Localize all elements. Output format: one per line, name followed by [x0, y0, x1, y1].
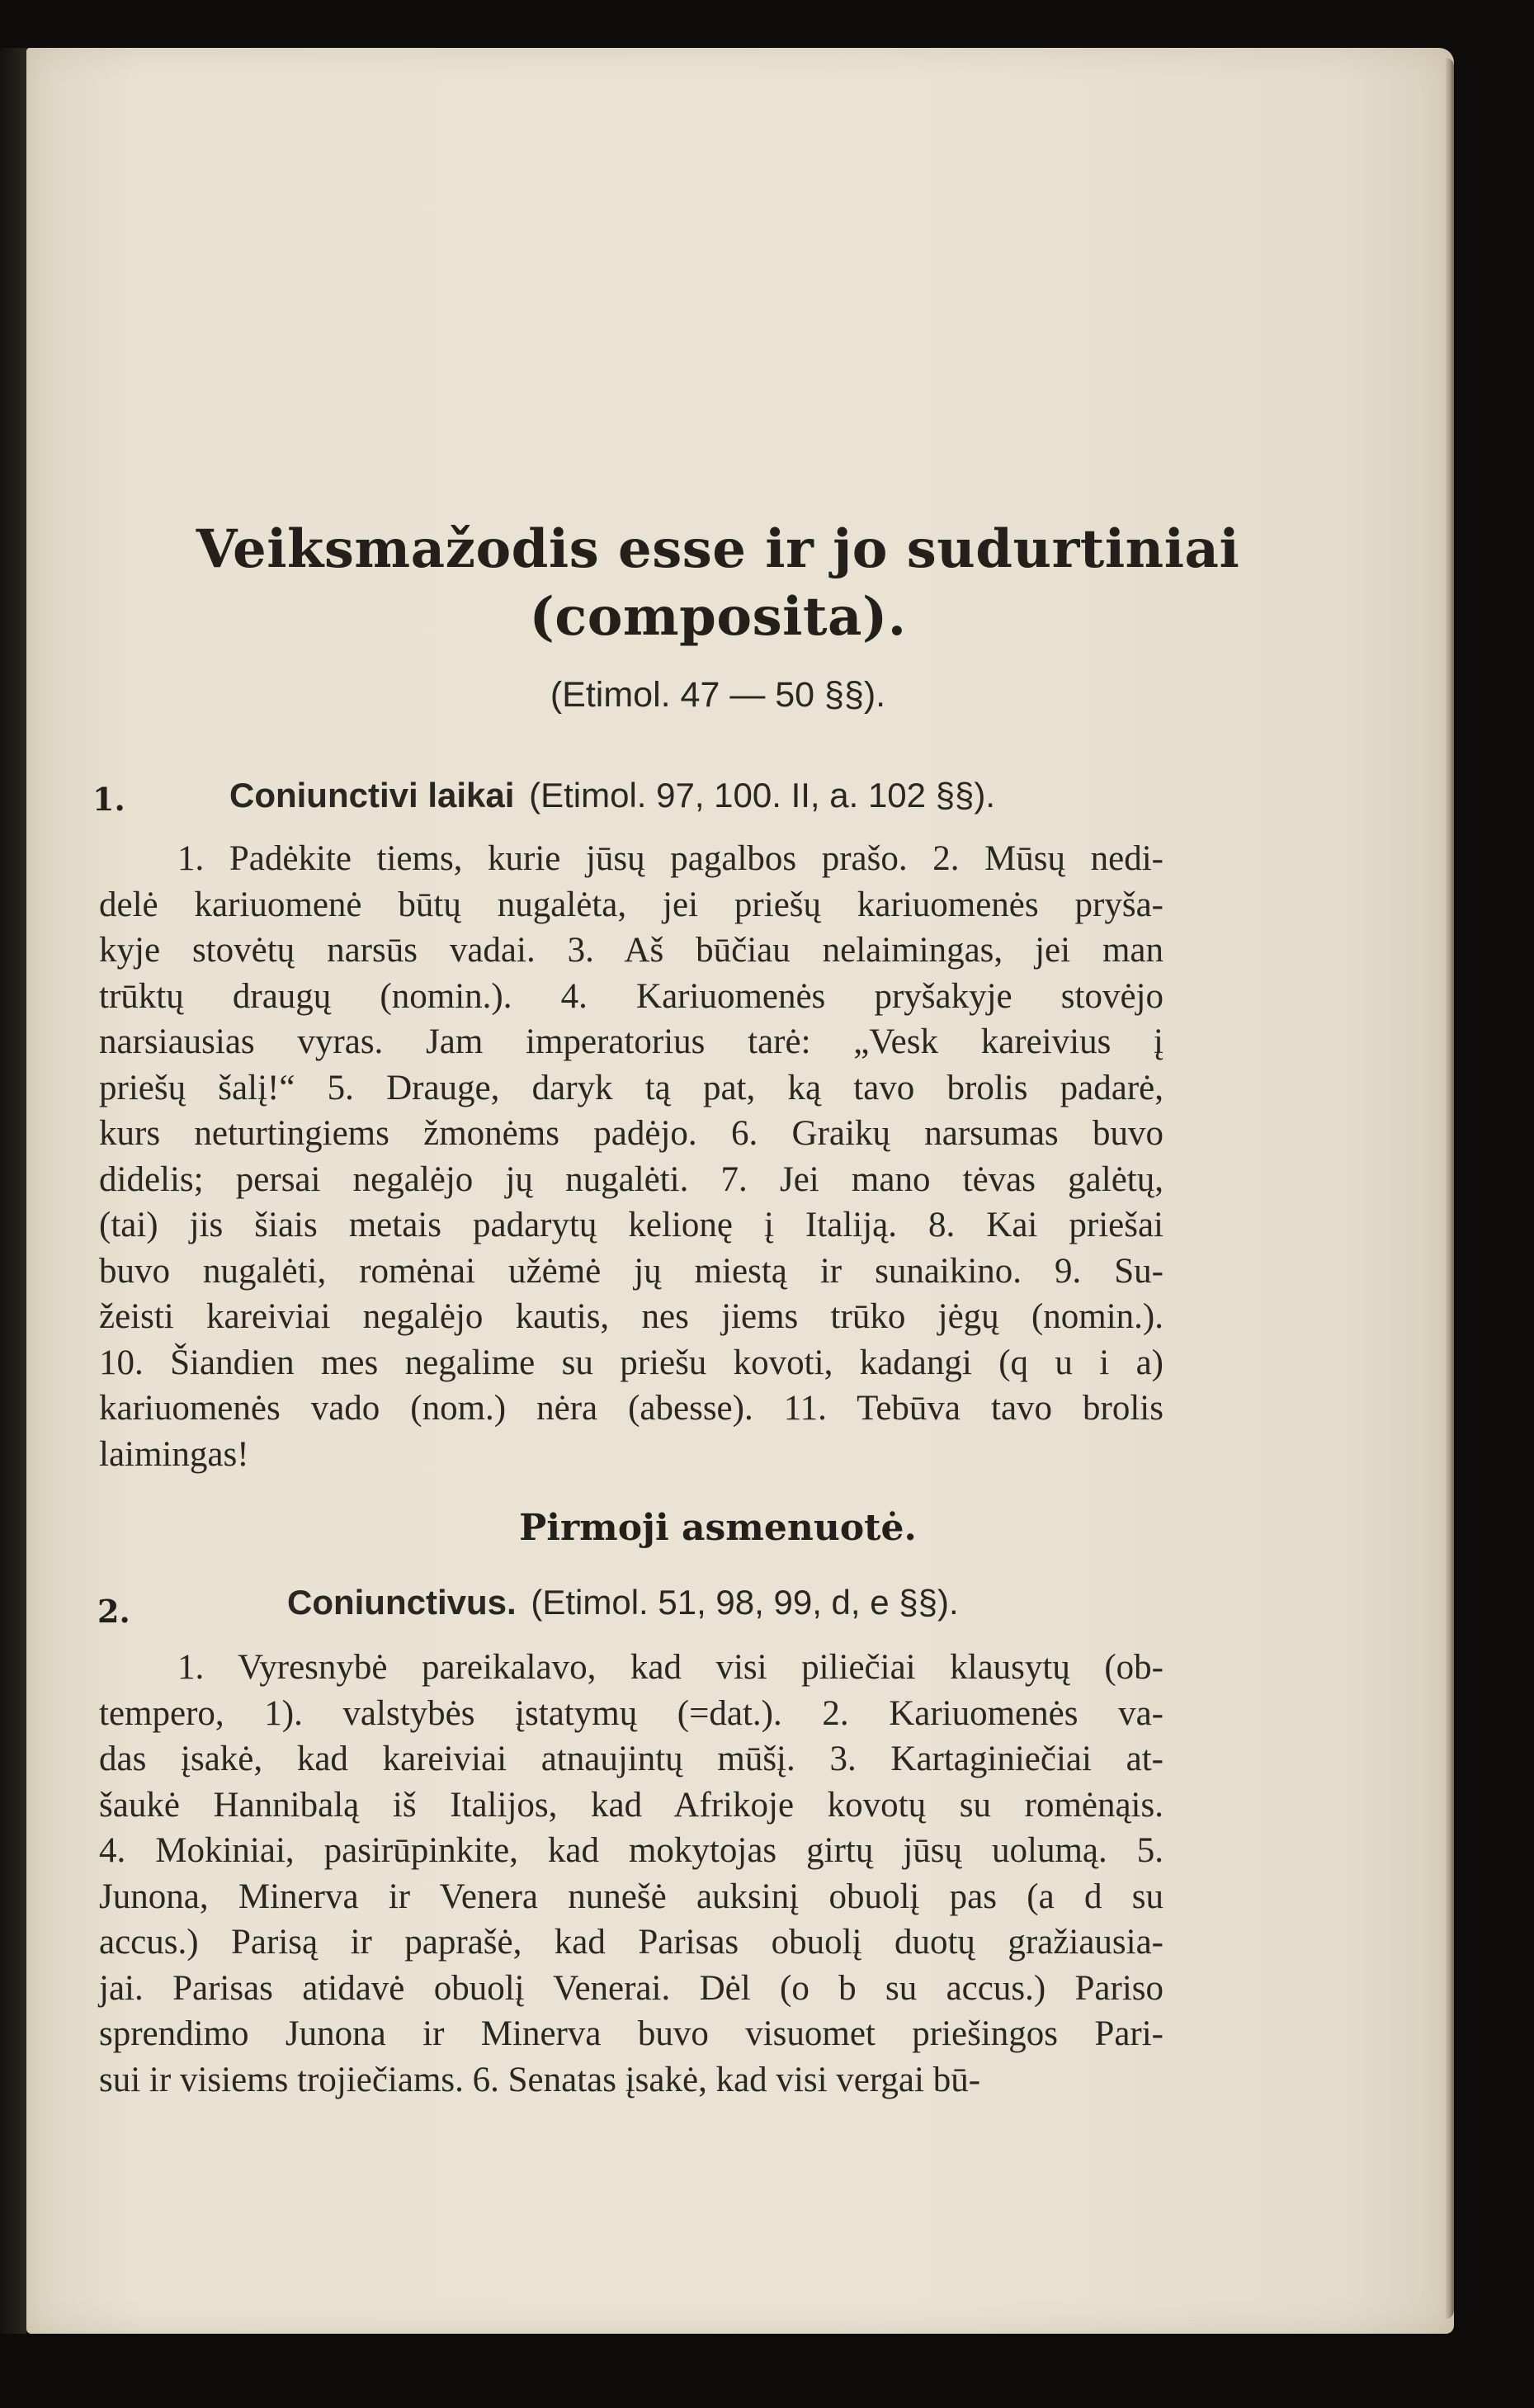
text-line: 1. Vyresnybė pareikalavo, kad visi piliečiai klausytų (ob-	[177, 1648, 1163, 1687]
text-line: 10. Šiandien mes negalime su priešu kovoti, kadangi (q u i a)	[99, 1343, 1163, 1382]
text-line: buvo nugalėti, romėnai užėmė jų miestą ir sunaikino. 9. Su-	[99, 1251, 1163, 1291]
section-1-title: Coniunctivi laikai	[229, 776, 515, 814]
book-spine-shadow	[0, 48, 26, 2334]
chapter-title-line-1: Veiksmažodis esse ir jo sudurtiniai	[196, 518, 1240, 580]
text-line: žeisti kareiviai negalėjo kautis, nes jiems trūko jėgų (nomin.).	[99, 1297, 1163, 1336]
text-line: kurs neturtingiems žmonėms padėjo. 6. Graikų narsumas buvo	[99, 1114, 1163, 1153]
section-1-text	[99, 836, 1163, 1477]
text-line: priešų šalį!“ 5. Drauge, daryk tą pat, ką tavo brolis padarė,	[99, 1068, 1163, 1107]
text-line: sui ir visiems trojiečiams. 6. Senatas įsakė, kad visi vergai bū-	[99, 2060, 981, 2099]
text-line: kariuomenės vado (nom.) nėra (abesse). 11. Tebūva tavo brolis	[99, 1389, 1163, 1428]
text-line: narsiausias vyras. Jam imperatorius tarė: „Vesk kareivius į	[99, 1022, 1163, 1061]
text-line: sprendimo Junona ir Minerva buvo visuomet priešingos Pari-	[99, 2014, 1163, 2053]
section-1-number: 1.	[92, 781, 125, 818]
text-line: das įsakė, kad kareiviai atnaujintų mūšį. 3. Kartaginiečiai at-	[99, 1740, 1163, 1778]
text-line: (tai) jis šiais metais padarytų kelionę į Italiją. 8. Kai priešai	[99, 1206, 1163, 1244]
section-1-heading	[229, 776, 995, 815]
chapter-reference: (Etimol. 47 — 50 §§).	[550, 675, 886, 715]
text-line: Junona, Minerva ir Venera nunešė auksinį obuolį pas (a d su	[99, 1877, 1163, 1916]
text-line: delė kariuomenė būtų nugalėta, jei priešų kariuomenės pryša-	[99, 885, 1163, 924]
text-line: accus.) Parisą ir paprašė, kad Parisas obuolį duotų gražiausia-	[99, 1923, 1163, 1962]
section-2-reference: (Etimol. 51, 98, 99, d, e §§).	[531, 1583, 959, 1622]
text-line: 1. Padėkite tiems, kurie jūsų pagalbos prašo. 2. Mūsų nedi-	[177, 839, 1163, 878]
section-2-heading	[287, 1583, 959, 1622]
text-line: šaukė Hannibalą iš Italijos, kad Afrikoje kovotų su romėnąis.	[99, 1785, 1163, 1825]
section-2-text	[99, 1645, 1163, 2103]
page-edge	[1446, 58, 1454, 2319]
text-line: didelis; persai negalėjo jų nugalėti. 7. Jei mano tėvas galėtų,	[99, 1159, 1163, 1199]
section-1-reference: (Etimol. 97, 100. II, a. 102 §§).	[529, 776, 996, 814]
text-line: tempero, 1). valstybės įstatymų (=dat.). 2. Kariuomenės va-	[99, 1693, 1163, 1733]
text-line: laimingas!	[99, 1434, 249, 1474]
text-line: kyje stovėtų narsūs vadai. 3. Aš būčiau nelaimingas, jei man	[99, 931, 1163, 970]
section-2-title: Coniunctivus.	[287, 1583, 517, 1622]
text-line: jai. Parisas atidavė obuolį Venerai. Dėl (o b su accus.) Pariso	[99, 1968, 1163, 2008]
text-line: 4. Mokiniai, pasirūpinkite, kad mokytojas girtų jūsų uolumą. 5.	[99, 1831, 1163, 1870]
section-2-number: 2.	[97, 1593, 130, 1630]
chapter-title-line-2: (composita).	[529, 586, 907, 648]
text-line: trūktų draugų (nomin.). 4. Kariuomenės pryšakyje stovėjo	[99, 976, 1163, 1016]
subheading-first-conjugation: Pirmoji asmenuotė.	[519, 1507, 917, 1549]
